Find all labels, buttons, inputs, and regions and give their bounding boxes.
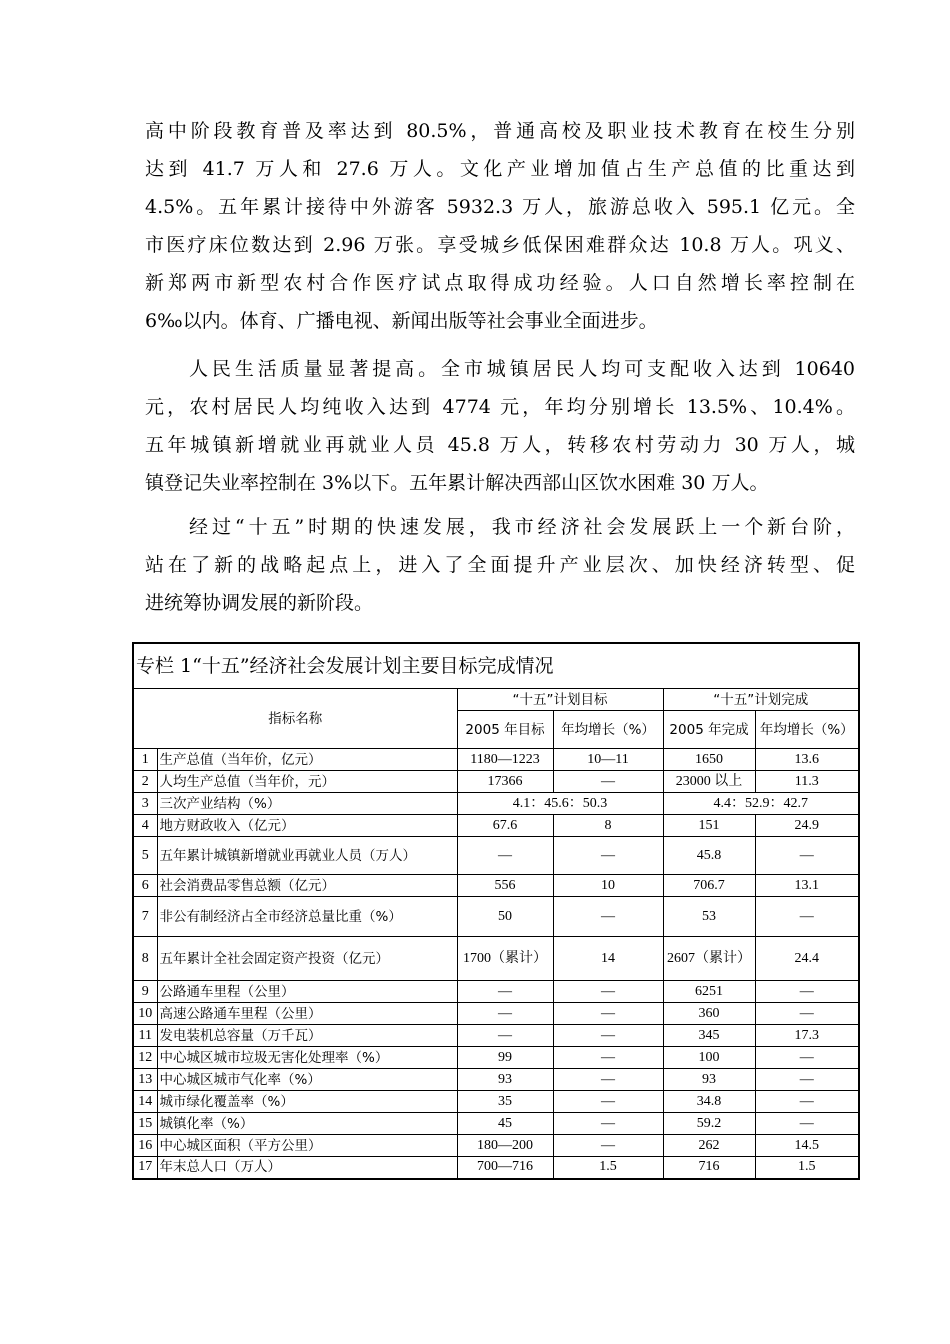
- completion-growth-value: 24.9: [755, 815, 859, 837]
- table-row: [133, 1113, 859, 1135]
- completion-value: 706.7: [663, 875, 755, 897]
- target-growth-value: 8: [553, 815, 663, 837]
- completion-growth-value: —: [755, 837, 859, 875]
- text-line: 4.5%。五年累计接待中外游客 5932.3 万人，旅游总收入 595.1 亿元。全: [145, 196, 855, 218]
- row-number: 12: [133, 1047, 157, 1069]
- indicator-name: 中心城区城市气化率（%）: [157, 1069, 457, 1091]
- subheader-completion-growth: 年均增长（%）: [755, 711, 859, 749]
- header-indicator-name: 指标名称: [133, 689, 457, 749]
- indicator-name: 城市绿化覆盖率（%）: [157, 1091, 457, 1113]
- row-number: 17: [133, 1157, 157, 1179]
- completion-value: 716: [663, 1157, 755, 1179]
- indicator-name: 人均生产总值（当年价，元）: [157, 771, 457, 793]
- target-value: 556: [457, 875, 553, 897]
- indicator-name: 五年累计全社会固定资产投资（亿元）: [157, 937, 457, 981]
- row-number: 16: [133, 1135, 157, 1157]
- indicator-name: 中心城区城市垃圾无害化处理率（%）: [157, 1047, 457, 1069]
- row-number: 13: [133, 1069, 157, 1091]
- subheader-target-growth: 年均增长（%）: [553, 711, 663, 749]
- target-growth-value: —: [553, 981, 663, 1003]
- target-growth-value: —: [553, 837, 663, 875]
- row-number: 15: [133, 1113, 157, 1135]
- completion-growth-value: —: [755, 1003, 859, 1025]
- completion-value: 34.8: [663, 1091, 755, 1113]
- row-number: 4: [133, 815, 157, 837]
- table-row: [133, 771, 859, 793]
- target-value: 700—716: [457, 1157, 553, 1179]
- indicator-name: 公路通车里程（公里）: [157, 981, 457, 1003]
- target-growth-value: 10—11: [553, 749, 663, 771]
- table-row: [133, 1157, 859, 1179]
- table-row: [133, 1069, 859, 1091]
- table-row: [133, 1135, 859, 1157]
- header-plan-target: “十五”计划目标: [457, 689, 663, 711]
- completion-growth-value: 14.5: [755, 1135, 859, 1157]
- text-line: 市医疗床位数达到 2.96 万张。享受城乡低保困难群众达 10.8 万人。巩义、: [145, 234, 855, 256]
- row-number: 8: [133, 937, 157, 981]
- table-row: [133, 1047, 859, 1069]
- completion-growth-value: 17.3: [755, 1025, 859, 1047]
- completion-growth-value: 11.3: [755, 771, 859, 793]
- completion-value: 2607（累计）: [663, 937, 755, 981]
- target-growth-value: —: [553, 897, 663, 937]
- completion-growth-value: —: [755, 897, 859, 937]
- target-value: 4.1：45.6：50.3: [457, 793, 663, 815]
- text-line: 高中阶段教育普及率达到 80.5%，普通高校及职业技术教育在校生分别: [145, 120, 855, 142]
- paragraph-conclusion: [145, 508, 855, 622]
- indicator-name: 高速公路通车里程（公里）: [157, 1003, 457, 1025]
- target-value: 1700（累计）: [457, 937, 553, 981]
- text-line: 新郑两市新型农村合作医疗试点取得成功经验。人口自然增长率控制在: [145, 272, 855, 294]
- completion-growth-value: 24.4: [755, 937, 859, 981]
- target-growth-value: —: [553, 1025, 663, 1047]
- indicator-name: 发电装机总容量（万千瓦）: [157, 1025, 457, 1047]
- completion-value: 6251: [663, 981, 755, 1003]
- table-row: [133, 937, 859, 981]
- completion-growth-value: —: [755, 1113, 859, 1135]
- completion-value: 262: [663, 1135, 755, 1157]
- target-value: —: [457, 981, 553, 1003]
- target-growth-value: —: [553, 1113, 663, 1135]
- text-line: 站在了新的战略起点上，进入了全面提升产业层次、加快经济转型、促: [145, 554, 855, 576]
- table-row: [133, 837, 859, 875]
- completion-growth-value: 13.6: [755, 749, 859, 771]
- table-row: [133, 1003, 859, 1025]
- table-row: [133, 1091, 859, 1113]
- target-value: —: [457, 1025, 553, 1047]
- indicator-name: 五年累计城镇新增就业再就业人员（万人）: [157, 837, 457, 875]
- text-line: 6‰以内。体育、广播电视、新闻出版等社会事业全面进步。: [145, 310, 658, 332]
- table-row: [133, 749, 859, 771]
- row-number: 9: [133, 981, 157, 1003]
- target-growth-value: 14: [553, 937, 663, 981]
- table-row: [133, 875, 859, 897]
- target-value: 1180—1223: [457, 749, 553, 771]
- target-value: —: [457, 837, 553, 875]
- table-row: [133, 897, 859, 937]
- completion-growth-value: —: [755, 1069, 859, 1091]
- text-line: 镇登记失业率控制在 3%以下。五年累计解决西部山区饮水困难 30 万人。: [145, 472, 769, 494]
- row-number: 2: [133, 771, 157, 793]
- row-number: 11: [133, 1025, 157, 1047]
- target-growth-value: 1.5: [553, 1157, 663, 1179]
- target-value: 93: [457, 1069, 553, 1091]
- completion-growth-value: 1.5: [755, 1157, 859, 1179]
- table-row: [133, 981, 859, 1003]
- completion-value: 4.4：52.9：42.7: [663, 793, 859, 815]
- text-line: 进统筹协调发展的新阶段。: [145, 592, 374, 614]
- table-caption: 专栏 1“十五”经济社会发展计划主要目标完成情况: [133, 643, 859, 689]
- completion-value: 151: [663, 815, 755, 837]
- indicator-name: 生产总值（当年价，亿元）: [157, 749, 457, 771]
- indicator-name: 城镇化率（%）: [157, 1113, 457, 1135]
- row-number: 3: [133, 793, 157, 815]
- paragraph-education-culture: [145, 112, 855, 340]
- indicator-name: 非公有制经济占全市经济总量比重（%）: [157, 897, 457, 937]
- subheader-2005-completion: 2005 年完成: [663, 711, 755, 749]
- target-growth-value: —: [553, 1047, 663, 1069]
- target-value: 17366: [457, 771, 553, 793]
- target-value: —: [457, 1003, 553, 1025]
- completion-value: 345: [663, 1025, 755, 1047]
- table-row: [133, 793, 859, 815]
- completion-value: 45.8: [663, 837, 755, 875]
- target-growth-value: —: [553, 1135, 663, 1157]
- text-line: 元，农村居民人均纯收入达到 4774 元，年均分别增长 13.5%、10.4%。: [145, 396, 855, 418]
- target-growth-value: —: [553, 771, 663, 793]
- completion-value: 360: [663, 1003, 755, 1025]
- completion-value: 23000 以上: [663, 771, 755, 793]
- target-growth-value: —: [553, 1069, 663, 1091]
- indicator-name: 年末总人口（万人）: [157, 1157, 457, 1179]
- row-number: 7: [133, 897, 157, 937]
- row-number: 10: [133, 1003, 157, 1025]
- target-value: 67.6: [457, 815, 553, 837]
- completion-value: 93: [663, 1069, 755, 1091]
- indicator-name: 社会消费品零售总额（亿元）: [157, 875, 457, 897]
- target-value: 180—200: [457, 1135, 553, 1157]
- completion-value: 1650: [663, 749, 755, 771]
- header-plan-completion: “十五”计划完成: [663, 689, 859, 711]
- indicator-name: 地方财政收入（亿元）: [157, 815, 457, 837]
- row-number: 1: [133, 749, 157, 771]
- row-number: 14: [133, 1091, 157, 1113]
- completion-growth-value: 13.1: [755, 875, 859, 897]
- indicator-name: 中心城区面积（平方公里）: [157, 1135, 457, 1157]
- table-row: [133, 1025, 859, 1047]
- completion-growth-value: —: [755, 981, 859, 1003]
- text-line: 达到 41.7 万人和 27.6 万人。文化产业增加值占生产总值的比重达到: [145, 158, 855, 180]
- paragraph-living-standards: [145, 350, 855, 502]
- table-row: [133, 815, 859, 837]
- row-number: 6: [133, 875, 157, 897]
- target-growth-value: —: [553, 1003, 663, 1025]
- subheader-2005-target: 2005 年目标: [457, 711, 553, 749]
- completion-value: 59.2: [663, 1113, 755, 1135]
- target-value: 99: [457, 1047, 553, 1069]
- target-completion-table: [132, 642, 860, 1180]
- completion-value: 100: [663, 1047, 755, 1069]
- completion-growth-value: —: [755, 1047, 859, 1069]
- text-line: 五年城镇新增就业再就业人员 45.8 万人，转移农村劳动力 30 万人，城: [145, 434, 855, 456]
- target-value: 35: [457, 1091, 553, 1113]
- row-number: 5: [133, 837, 157, 875]
- text-line: 经过“十五”时期的快速发展，我市经济社会发展跃上一个新台阶，: [189, 516, 855, 538]
- target-growth-value: —: [553, 1091, 663, 1113]
- text-line: 人民生活质量显著提高。全市城镇居民人均可支配收入达到 10640: [189, 358, 855, 380]
- completion-value: 53: [663, 897, 755, 937]
- target-value: 45: [457, 1113, 553, 1135]
- indicator-name: 三次产业结构（%）: [157, 793, 457, 815]
- target-growth-value: 10: [553, 875, 663, 897]
- target-value: 50: [457, 897, 553, 937]
- completion-growth-value: —: [755, 1091, 859, 1113]
